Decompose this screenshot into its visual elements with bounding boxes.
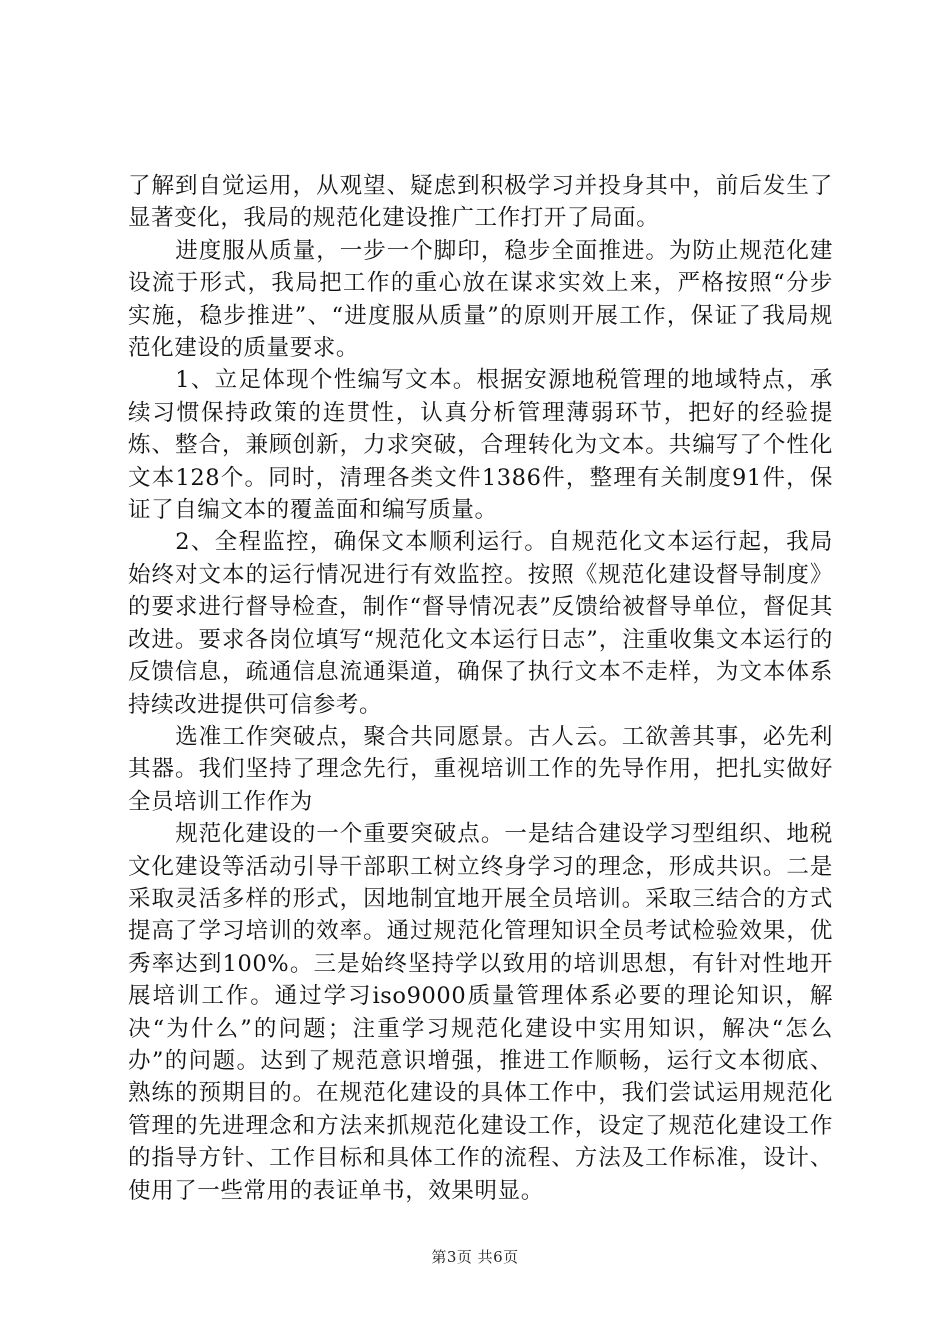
paragraph-3: 1、立足体现个性编写文本。根据安源地税管理的地域特点，承续习惯保持政策的连贯性，认真分析管理薄弱环节，把好的经验提炼、整合，兼顾创新，力求突破，合理转化为文本。共编写了个性化文本128个。同时，清理各类文件1386件，整理有关制度91件，保证了自编文本的覆盖面和编写质量。	[128, 367, 833, 524]
paragraph-1: 了解到自觉运用，从观望、疑虑到积极学习并投身其中，前后发生了显著变化，我局的规范化建设推广工作打开了局面。	[128, 173, 833, 232]
paragraph-2: 进度服从质量，一步一个脚印，稳步全面推进。为防止规范化建设流于形式，我局把工作的重心放在谋求实效上来，严格按照“分步实施，稳步推进”、“进度服从质量”的原则开展工作，保证了我局规范化建设的质量要求。	[128, 237, 833, 362]
paragraph-5: 选准工作突破点，聚合共同愿景。古人云。工欲善其事，必先利其器。我们坚持了理念先行，重视培训工作的先导作用，把扎实做好全员培训工作作为	[128, 723, 833, 815]
paragraph-4: 2、全程监控，确保文本顺利运行。自规范化文本运行起，我局始终对文本的运行情况进行有效监控。按照《规范化建设督导制度》的要求进行督导检查，制作“督导情况表”反馈给被督导单位，督促其改进。要求各岗位填写“规范化文本运行日志”，注重收集文本运行的反馈信息，疏通信息流通渠道，确保了执行文本不走样，为文本体系持续改进提供可信参考。	[128, 529, 833, 718]
paragraph-6: 规范化建设的一个重要突破点。一是结合建设学习型组织、地税文化建设等活动引导干部职工树立终身学习的理念，形成共识。二是采取灵活多样的形式，因地制宜地开展全员培训。采取三结合的方式提高了学习培训的效率。通过规范化管理知识全员考试检验效果，优秀率达到100%。三是始终坚持学以致用的培训思想，有针对性地开展培训工作。通过学习iso9000质量管理体系必要的理论知识，解决“为什么”的问题；注重学习规范化建设中实用知识，解决“怎么办”的问题。达到了规范意识增强，推进工作顺畅，运行文本彻底、熟练的预期目的。在规范化建设的具体工作中，我们尝试运用规范化管理的先进理念和方法来抓规范化建设工作，设定了规范化建设工作的指导方针、工作目标和具体工作的流程、方法及工作标准，设计、使用了一些常用的表证单书，效果明显。	[128, 821, 833, 1204]
document-body	[128, 170, 833, 1207]
page-number-footer: 第3页 共6页	[431, 1248, 519, 1266]
